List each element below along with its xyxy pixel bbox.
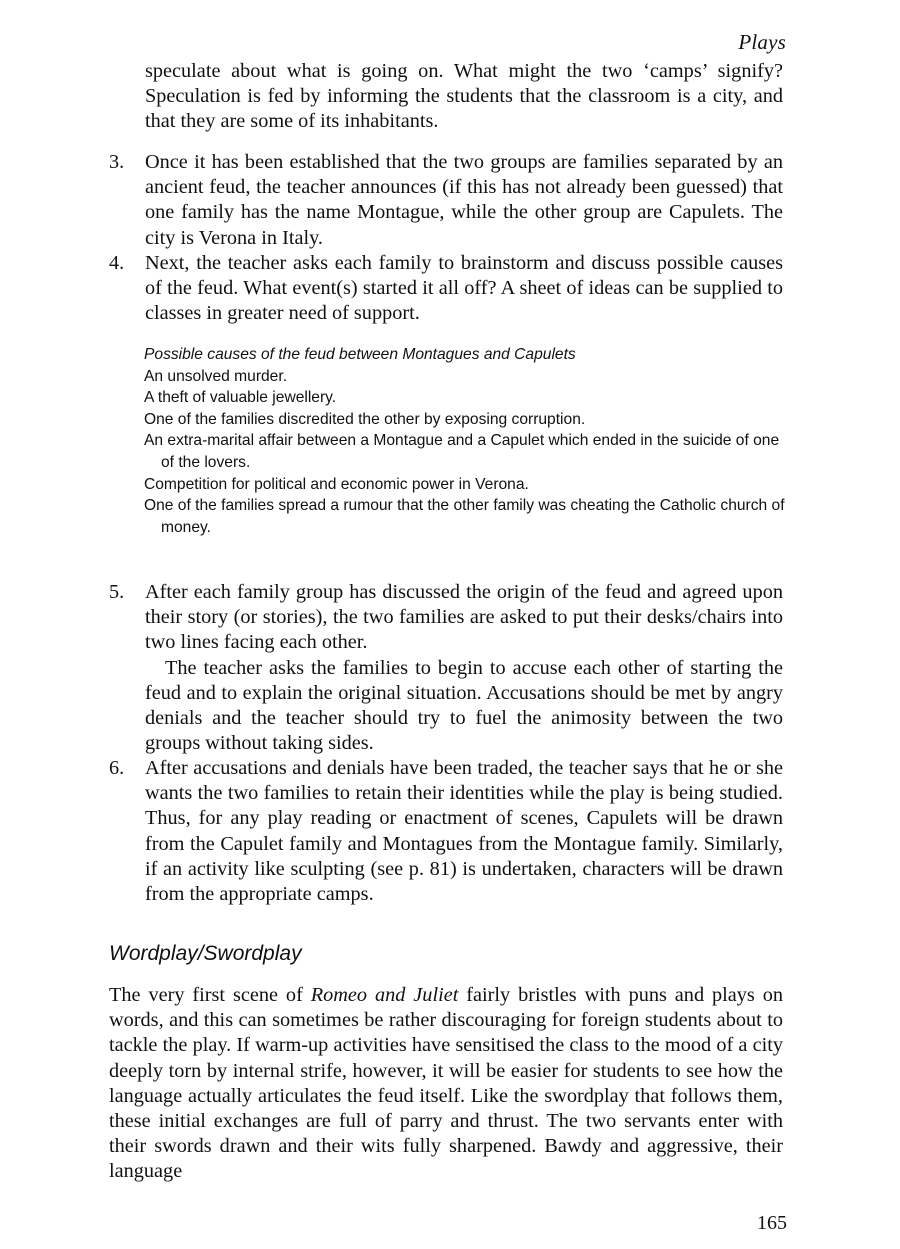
page-number: 165 [757,1212,787,1234]
step-paragraph: After accusations and denials have been traded, the teacher says that he or she wants the two families to retain their identities while the play is being studied. Thus, for any play reading or enactment of scenes, Capulets will be drawn from the Capulet family and Montagues from the Montague family. Similarly, if an activity like sculpting (see p. 81) is undertaken, characters will be drawn from the appropriate camps. [145,757,783,906]
step-paragraph: Next, the teacher asks each family to brainstorm and discuss possible causes of the feud. What event(s) started it all off? A sheet of ideas can be supplied to classes in greater need of support. [145,252,783,325]
step-paragraph: Once it has been established that the two groups are families separated by an ancient feud, the teacher announces (if this has not already been guessed) that one family has the name Montague, while the other group are Capulets. The city is Verona in Italy. [145,151,783,249]
paragraph-text: The very first scene of [109,984,311,1006]
list-item: An unsolved murder. [144,367,288,385]
list-item: A theft of valuable jewellery. [144,389,337,407]
numbered-step-5 [109,580,783,756]
step-paragraph: The teacher asks the families to begin to accuse each other of starting the feud and to explain the original situation. Accusations should be met by angry denials and the teacher should try to fuel the animosity between the two groups without taking sides. [145,656,783,755]
step-number: 3. [109,151,125,173]
continuation-paragraph [145,59,783,135]
list-item: One of the families spread a rumour that the other family was cheating the Catholic church of money. [144,497,785,536]
step-number: 5. [109,581,125,603]
play-title: Romeo and Juliet [310,984,459,1006]
numbered-step-3 [109,150,783,251]
step-number: 4. [109,252,125,274]
paragraph-text: speculate about what is going on. What might the two ‘camps’ signify? Speculation is fed by informing the students that the classroom is a city, and that they are some of its inhabitants. [145,60,783,133]
list-item: One of the families discredited the other by exposing corruption. [144,410,586,428]
list-title: Possible causes of the feud between Montagues and Capulets [144,346,576,363]
numbered-step-4 [109,251,783,327]
running-head: Plays [738,30,786,54]
section-heading: Wordplay/Swordplay [109,942,302,965]
list-item: An extra-marital affair between a Montague and a Capulet which ended in the suicide of one of the lovers. [144,432,780,471]
list-item: Competition for political and economic power in Verona. [144,475,529,493]
numbered-step-6 [109,756,783,907]
step-number: 6. [109,757,125,779]
section-paragraph [109,983,783,1185]
feud-causes-list [144,344,794,538]
paragraph-text: fairly bristles with puns and plays on words, and this can sometimes be rather discouraging for foreign students about to tackle the play. If warm-up activities have sensitised the class to the mood of a city deeply torn by internal strife, however, it will be easier for students to see how the language actually articulates the feud itself. Like the swordplay that follows them, these initial exchanges are full of parry and thrust. The two servants enter with their swords drawn and their wits fully sharpened. Bawdy and aggressive, their language [109,984,783,1183]
step-paragraph: After each family group has discussed the origin of the feud and agreed upon their story (or stories), the two families are asked to put their desks/chairs into two lines facing each other. [145,581,783,654]
